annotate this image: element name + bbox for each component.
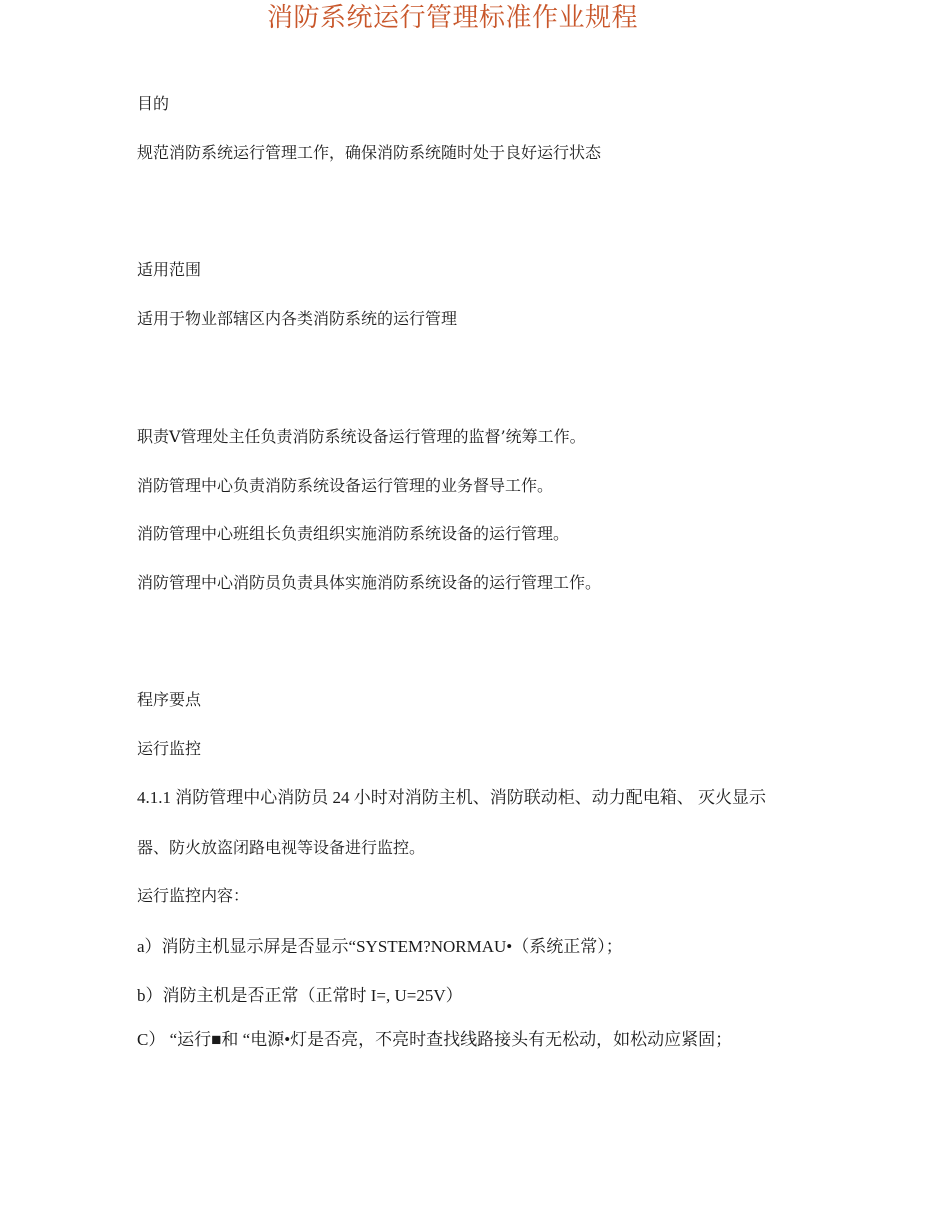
responsibility-line-1: 职责Ⅴ管理处主任负责消防系统设备运行管理的监督’统筹工作。 <box>137 427 586 446</box>
responsibility-line-4: 消防管理中心消防员负责具体实施消防系统设备的运行管理工作。 <box>137 573 602 592</box>
item-a: a）消防主机显示屏是否显示“SYSTEM?NORMAU•（系统正常）； <box>137 937 623 956</box>
document-title: 消防系统运行管理标准作业规程 <box>266 3 638 33</box>
responsibility-line-3: 消防管理中心班组长负责组织实施消防系统设备的运行管理。 <box>137 524 570 543</box>
purpose-text: 规范消防系统运行管理工作，确保消防系统随时处于良好运行状态 <box>137 143 602 162</box>
monitor-heading: 运行监控 <box>137 739 202 758</box>
item-4-1-1-line-1: 4.1.1 消防管理中心消防员 24 小时对消防主机、消防联动柜、动力配电箱、 灭火显示 <box>137 788 766 807</box>
purpose-heading: 目的 <box>137 94 170 113</box>
responsibility-line-2: 消防管理中心负责消防系统设备运行管理的业务督导工作。 <box>137 476 554 495</box>
item-b: b）消防主机是否正常（正常时 I=, U=25V） <box>137 986 463 1005</box>
monitor-content-heading: 运行监控内容： <box>137 886 250 905</box>
item-c: C） “运行■和 “电源•灯是否亮，不亮时查找线路接头有无松动，如松动应紧固； <box>137 1030 733 1049</box>
procedure-heading: 程序要点 <box>137 690 202 709</box>
item-4-1-1-line-2: 器、防火放盗闭路电视等设备进行监控。 <box>137 838 426 857</box>
scope-heading: 适用范围 <box>137 260 202 279</box>
scope-text: 适用于物业部辖区内各类消防系统的运行管理 <box>137 309 458 328</box>
